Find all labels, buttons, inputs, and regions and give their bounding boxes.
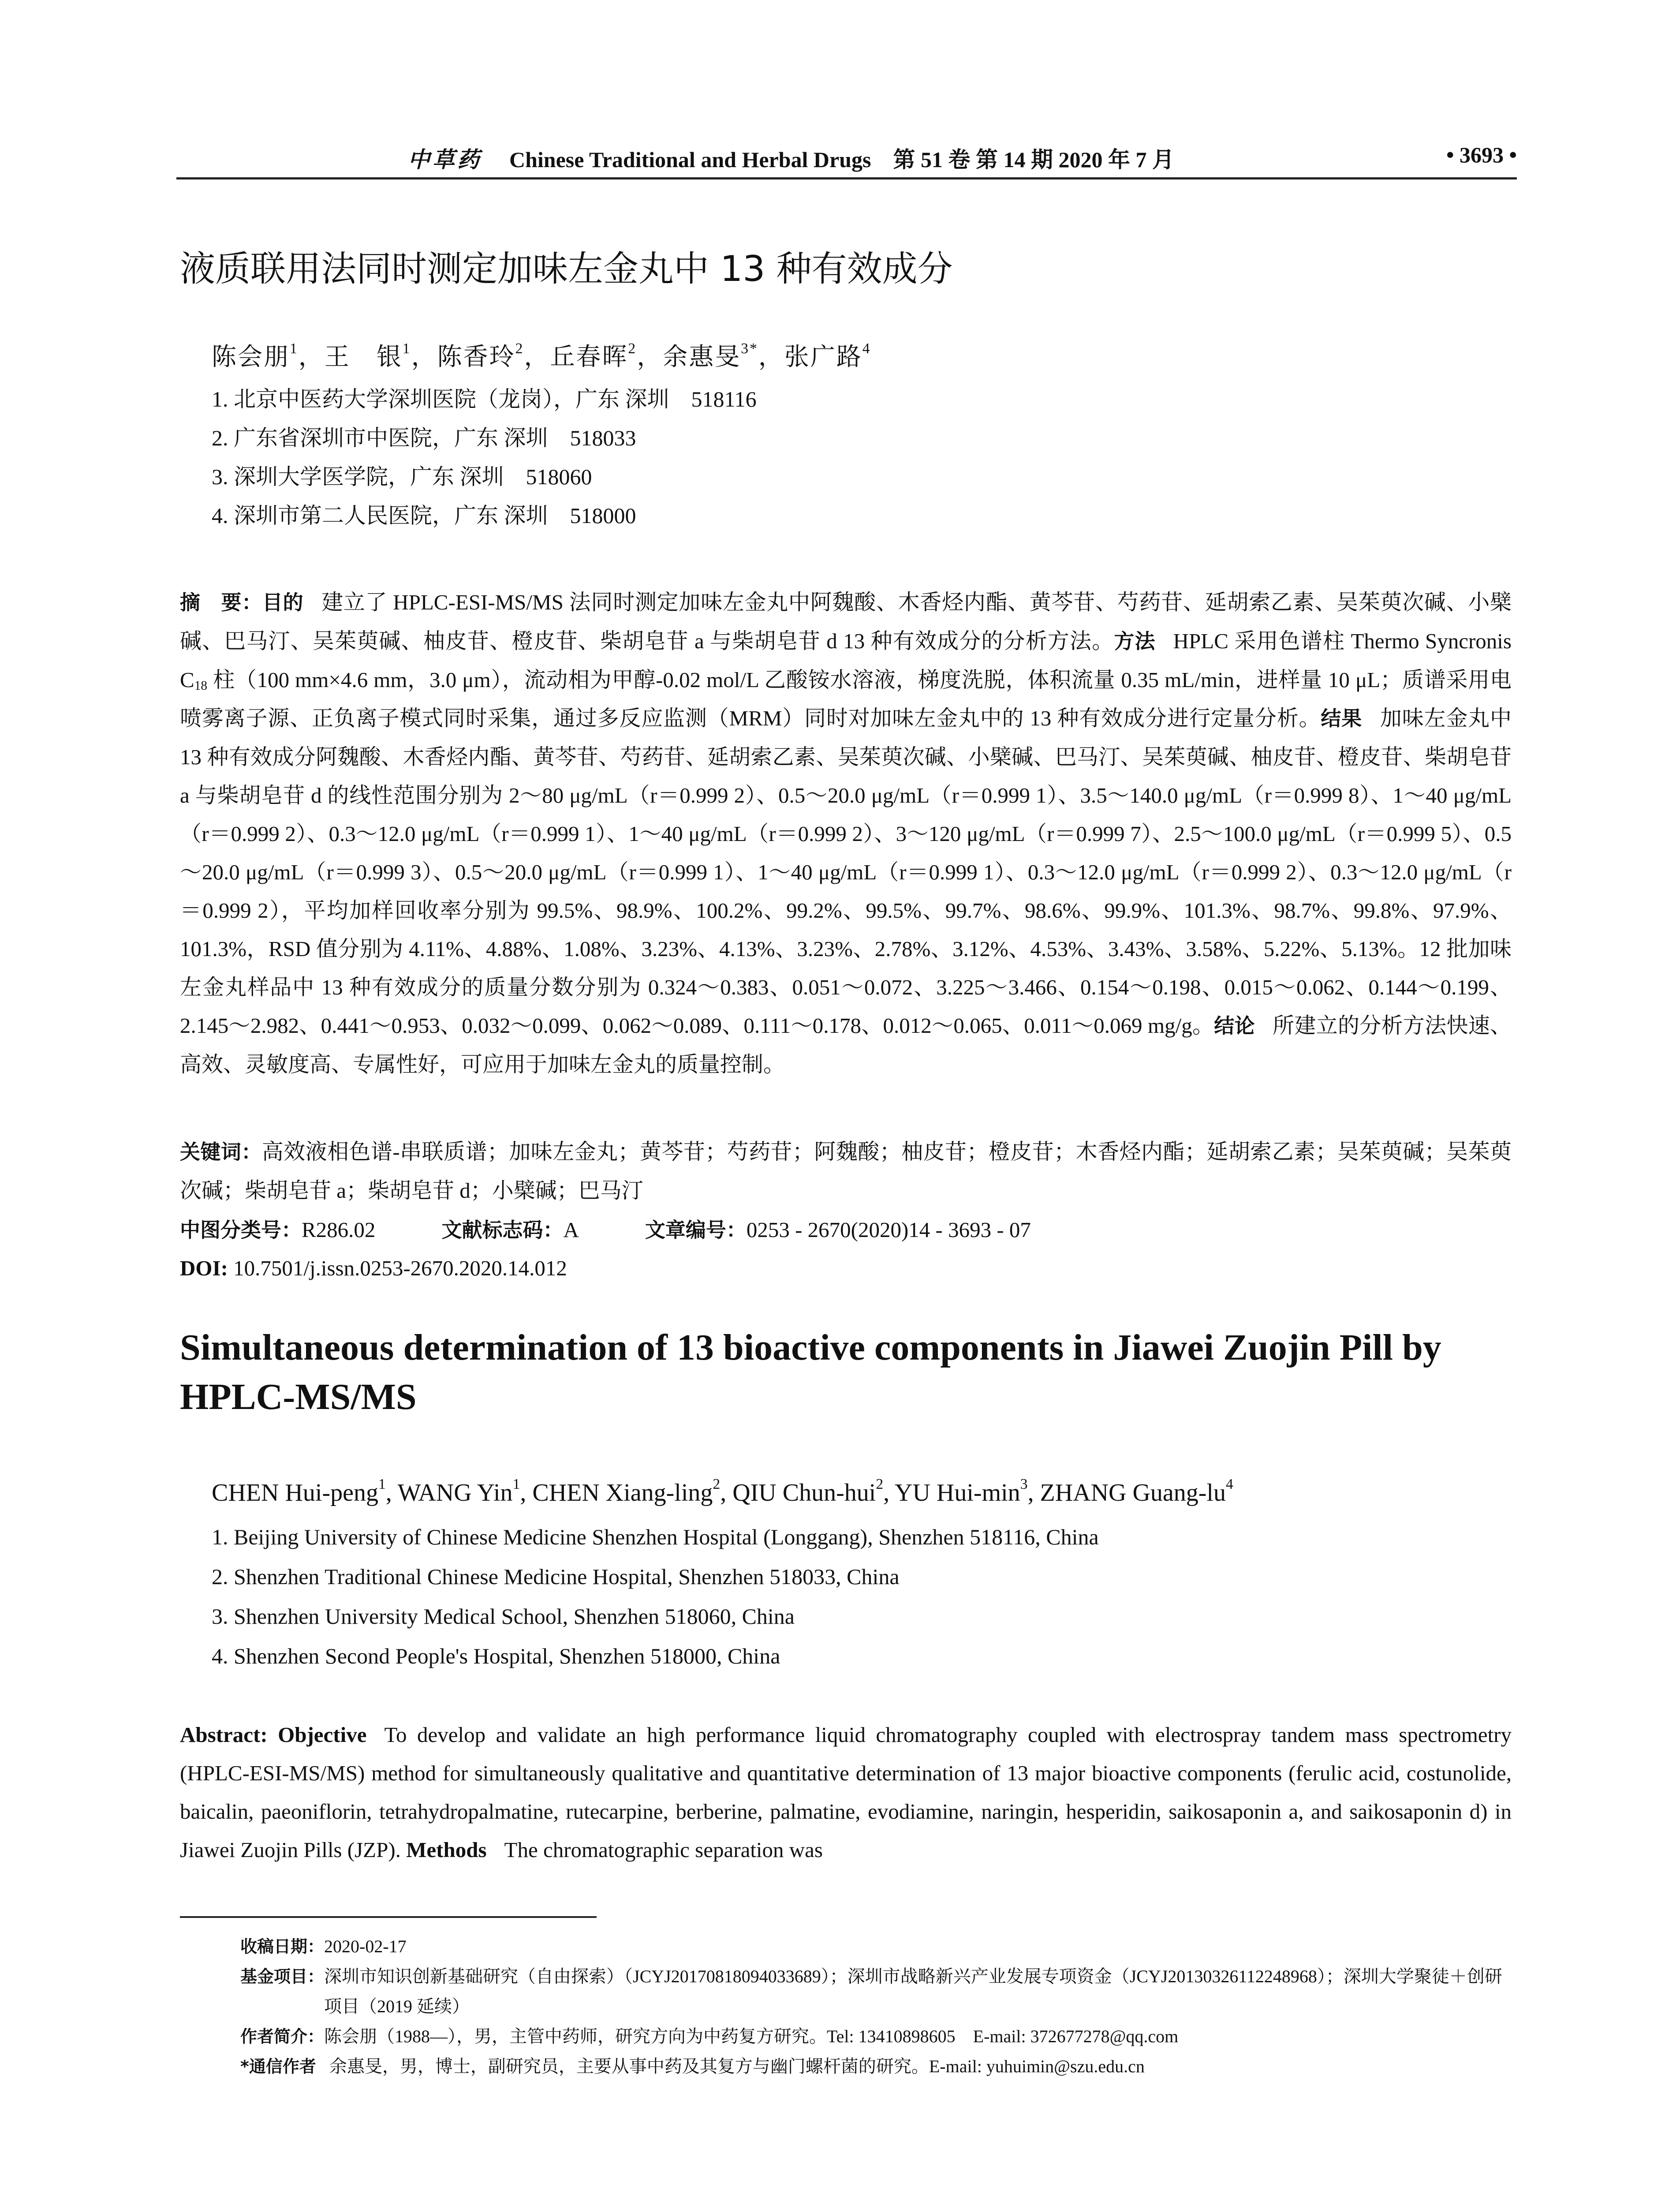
cn-author: 陈会朋$^1$ <box>212 340 299 371</box>
footnote-author-bio: 作者简介： 陈会朋（1988—），男，主管中药师，研究方向为中药复方研究。Tel: 13410898605 E-mail: 372677278@qq.com <box>240 2026 1179 2046</box>
footnote-corresponding: *通信作者 余惠旻，男，博士，副研究员，主要从事中药及其复方与幽门螺杆菌的研究。E-mail: yuhuimin@szu.edu.cn <box>240 2056 1145 2076</box>
cn-author: 陈香玲$^2$ <box>437 340 524 371</box>
cn-author: 余惠旻$^{3*}$ <box>663 340 758 371</box>
en-title: Simultaneous determination of 13 bioactive components in Jiawei Zuojin Pill by HPLC-MS/MS <box>180 1327 1441 1417</box>
running-header <box>176 142 1517 176</box>
cn-keywords <box>180 1132 1512 1210</box>
classification-line <box>180 1211 1512 1249</box>
en-author: CHEN Xiang-ling$^2$ <box>532 1476 721 1506</box>
objective-text: 建立了 HPLC-ESI-MS/MS 法同时测定加味左金丸中阿魏酸、木香烃内酯、黄芩苷、芍药苷、延胡索乙素、吴茱萸次碱、小檗碱、巴马汀、吴茱萸碱、柚皮苷、橙皮苷、柴胡皂苷 a 与柴胡皂苷 d 13 种有效成分的分析方法。 <box>180 590 1512 653</box>
en-author: QIU Chun-hui$^2$ <box>732 1476 884 1506</box>
doi-value: 10.7501/j.issn.0253-2670.2020.14.012 <box>233 1256 567 1280</box>
abstract-label: 摘 要： <box>180 590 262 614</box>
keywords-label: 关键词： <box>180 1140 262 1164</box>
en-abstract-label: Abstract: Objective <box>180 1723 367 1747</box>
doi-label: DOI: <box>180 1256 228 1280</box>
en-affiliation: 3. Shenzhen University Medical School, Shenzhen 518060, China <box>212 1604 795 1629</box>
en-abstract <box>180 1715 1512 1869</box>
cn-affiliations <box>212 384 1490 539</box>
footnote-fund: 基金项目： 深圳市知识创新基础研究（自由探索）（JCYJ20170818094033689）；深圳市战略新兴产业发展专项资金（JCYJ20130326112248968）；深圳大学聚徒＋创研项目（2019 延续） <box>240 1966 1502 2016</box>
cn-title: 液质联用法同时测定加味左金丸中 13 种有效成分 <box>180 248 953 289</box>
journal-brand: 中草药 <box>408 147 482 172</box>
cn-abstract <box>180 583 1512 1084</box>
objective-label: 目的 <box>262 590 304 614</box>
header-rule <box>176 177 1517 179</box>
en-affiliation: 4. Shenzhen Second People's Hospital, Shenzhen 518000, China <box>212 1644 780 1668</box>
cn-author: 王 银$^1$ <box>324 340 411 371</box>
cn-affiliation: 3. 深圳大学医学院，广东 深圳 518060 <box>212 464 592 489</box>
cn-affiliation: 4. 深圳市第二人民医院，广东 深圳 518000 <box>212 503 636 528</box>
cn-affiliation: 2. 广东省深圳市中医院，广东 深圳 518033 <box>212 426 636 450</box>
methods-subscript: 18 <box>194 678 208 693</box>
en-author: ZHANG Guang-$lu^4$ <box>1040 1476 1233 1506</box>
page-number: • 3693 • <box>1446 142 1517 167</box>
en-methods-text: The chromatographic separation was <box>504 1838 823 1862</box>
cn-author: 张广路$^4$ <box>784 340 871 371</box>
cn-affiliation: 1. 北京中医药大学深圳医院（龙岗），广东 深圳 518116 <box>212 387 757 411</box>
methods-label: 方法 <box>1114 629 1156 653</box>
methods-text-b: 柱（100 mm×4.6 mm，3.0 μm），流动相为甲醇-0.02 mol/L 乙酸铵水溶液，梯度洗脱，体积流量 0.35 mL/min，进样量 10 μL；质谱采用电喷雾离子源、正负离子模式同时采集，通过多反应监测（MRM）同时对加味左金丸中的 13 种有效成分进行定量分析。 <box>180 668 1512 730</box>
en-affiliation: 2. Shenzhen Traditional Chinese Medicine Hospital, Shenzhen 518033, China <box>212 1564 900 1589</box>
journal-name: Chinese Traditional and Herbal Drugs <box>509 147 871 172</box>
en-objective-text: To develop and validate an high performance liquid chromatography coupled with electrospray tandem mass spectrometry (HPLC-ESI-MS/MS) method for simultaneously qualitative and quantitative determination of 13 major bioactive components (ferulic acid, costunolide, baicalin, paeoniflorin, tetrahydropalmatine, rutecarpine, berberine, palmatine, evodiamine, naringin, hesperidin, saikosaponin a, and saikosaponin d) in Jiawei Zuojin Pills (JZP). <box>180 1723 1512 1862</box>
results-label: 结果 <box>1321 706 1363 730</box>
en-author: WANG Yin$^1$ <box>397 1476 520 1506</box>
conclusion-label: 结论 <box>1214 1014 1255 1038</box>
en-author: CHEN Hui-peng$^1$ <box>212 1476 386 1506</box>
results-text: 加味左金丸中 13 种有效成分阿魏酸、木香烃内酯、黄芩苷、芍药苷、延胡索乙素、吴茱萸次碱、小檗碱、巴马汀、吴茱萸碱、柚皮苷、橙皮苷、柴胡皂苷 a 与柴胡皂苷 d 的线性范围分别为 2～80 μg/mL（r＝0.999 2）、0.5～20.0 μg/mL（r＝0.999 1）、3.5～140.0 μg/mL（r＝0.999 8）、1～40 μg/mL（r＝0.999 2）、0.3～12.0 μg/mL（r＝0.999 1）、1～40 μg/mL（r＝0.999 2）、3～120 μg/mL（r＝0.999 7）、2.5～100.0 μg/mL（r＝0.999 5）、0.5～20.0 μg/mL（r＝0.999 3）、0.5～20.0 μg/mL（r＝0.999 1）、1～40 μg/mL（r＝0.999 1）、0.3～12.0 μg/mL（r＝0.999 2）、0.3～12.0 μg/mL（r＝0.999 2），平均加样回收率分别为 99.5%、98.9%、100.2%、99.2%、99.5%、99.7%、98.6%、99.9%、101.3%、98.7%、99.8%、97.9%、101.3%，RSD 值分别为 4.11%、4.88%、1.08%、3.23%、4.13%、3.23%、2.78%、3.12%、4.53%、3.43%、3.58%、5.22%、5.13%。12 批加味左金丸样品中 13 种有效成分的质量分数分别为 0.324～0.383、0.051～0.072、3.225～3.466、0.154～0.198、0.015～0.062、0.144～0.199、2.145～2.982、0.441～0.953、0.032～0.099、0.062～0.089、0.111～0.178、0.012～0.065、0.011～0.069 mg/g。 <box>180 706 1512 1038</box>
clc-item: 中图分类号：R286.02 <box>180 1218 376 1242</box>
doc-code-item: 文献标志码：A <box>441 1218 579 1242</box>
en-author: YU Hui-$\min^3$ <box>895 1476 1028 1506</box>
footnotes <box>240 1932 1515 2082</box>
journal-issue <box>509 142 1174 174</box>
cn-author: 丘春晖$^2$ <box>550 340 637 371</box>
conclusion-text: 所建立的分析方法快速、高效、灵敏度高、专属性好，可应用于加味左金丸的质量控制。 <box>180 1013 1512 1076</box>
article-number-item: 文章编号：0253 - 2670(2020)14 - 3693 - 07 <box>645 1218 1031 1242</box>
methods-text-a: HPLC 采用色谱柱 Thermo Syncronis C <box>180 629 1512 692</box>
footnote-received: 收稿日期： 2020-02-17 <box>240 1936 407 1956</box>
issue-info: 第 51 卷 第 14 期 2020 年 7 月 <box>893 147 1174 172</box>
keywords-text: 高效液相色谱-串联质谱；加味左金丸；黄芩苷；芍药苷；阿魏酸；柚皮苷；橙皮苷；木香烃内酯；延胡索乙素；吴茱萸碱；吴茱萸次碱；柴胡皂苷 a；柴胡皂苷 d；小檗碱；巴马汀 <box>180 1140 1512 1203</box>
cn-author-list: 陈会朋$^1$，王 银$^1$，陈香玲$^2$，丘春晖$^2$，余惠旻$^{3*}$，张广路$^4$ <box>212 340 871 371</box>
footnote-rule <box>180 1916 597 1918</box>
en-methods-label: Methods <box>406 1838 487 1862</box>
en-affiliations <box>212 1521 1512 1680</box>
doi-line <box>180 1249 1512 1287</box>
en-affiliation: 1. Beijing University of Chinese Medicine Shenzhen Hospital (Longgang), Shenzhen 518116, China <box>212 1525 1099 1549</box>
en-author-list: CHEN Hui-peng$^1$, WANG Yin$^1$, CHEN Xiang-ling$^2$, QIU Chun-hui$^2$, YU Hui-$\min^3$, ZHANG Guang-$lu^4$ <box>212 1476 1233 1506</box>
